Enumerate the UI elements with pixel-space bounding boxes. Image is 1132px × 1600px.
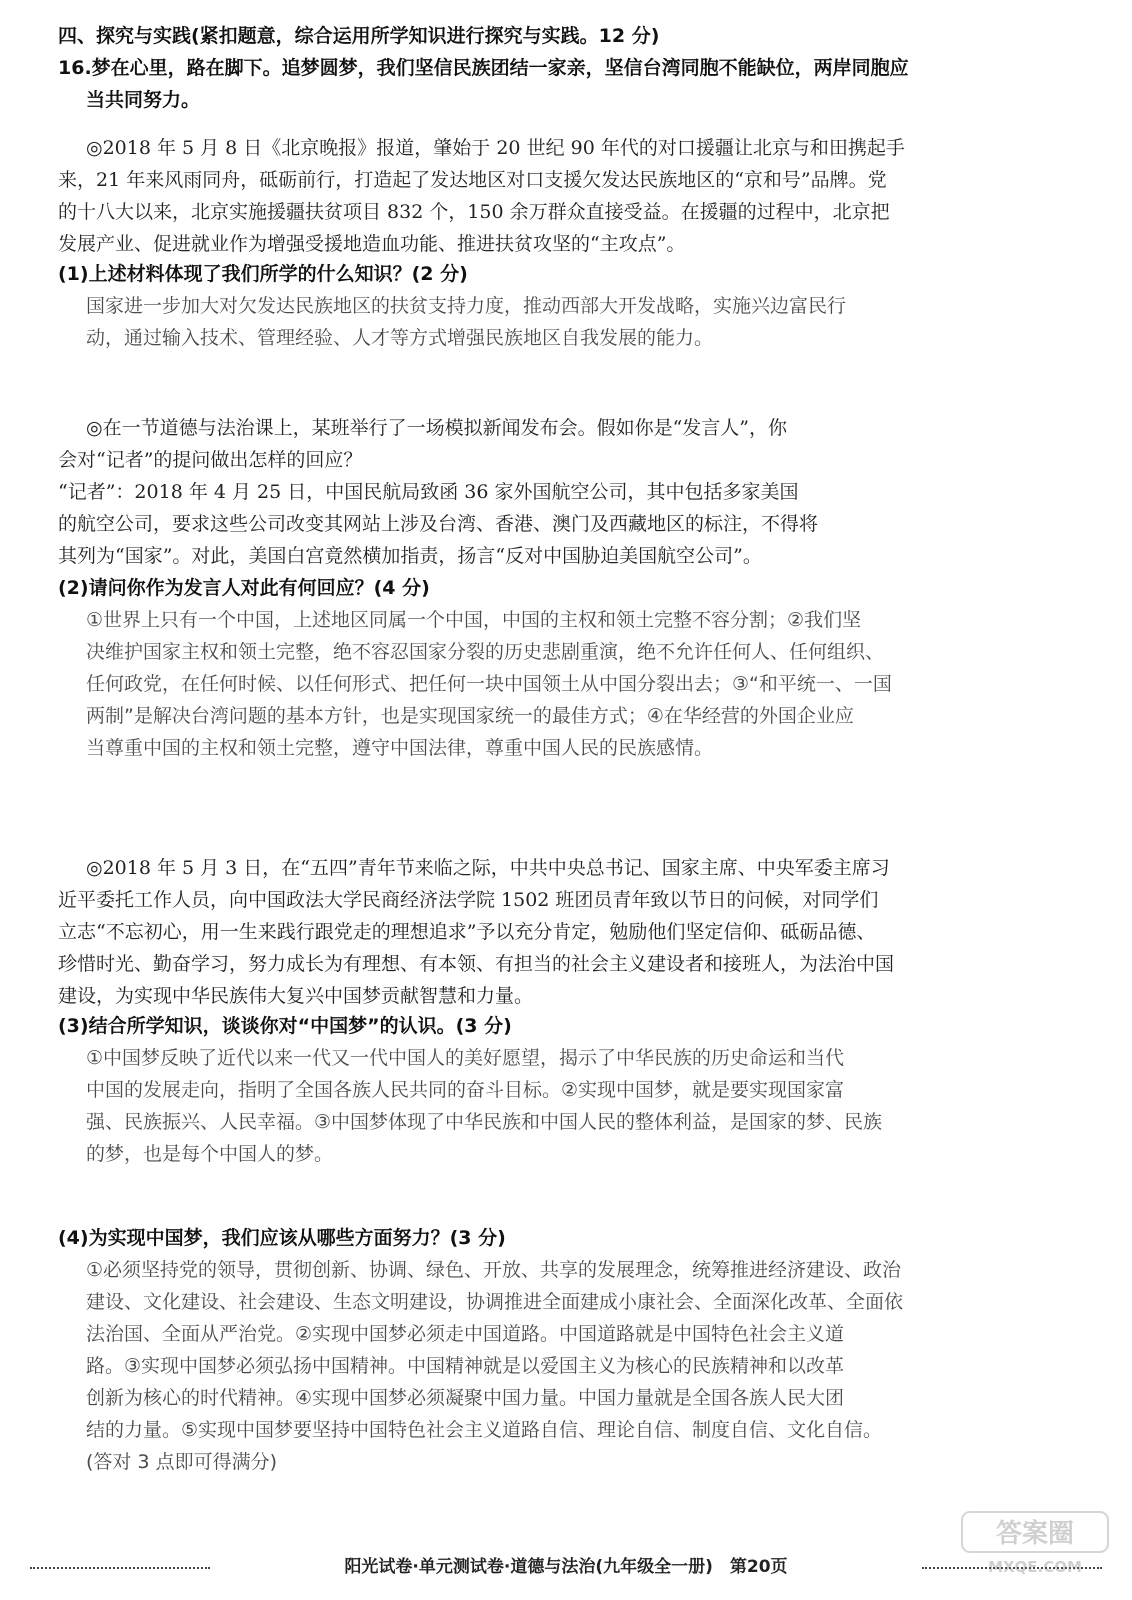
material-3-line: 珍惜时光、勤奋学习，努力成长为有理想、有本领、有担当的社会主义建设者和接班人，为法治中国 xyxy=(58,953,895,975)
material-3-line: 近平委托工作人员，向中国政法大学民商经济法学院 1502 班团员青年致以节日的问候，对同学们 xyxy=(58,889,879,911)
question-3: (3)结合所学知识，谈谈你对“中国梦”的认识。(3 分) xyxy=(58,1015,512,1037)
answer-3-line: ①中国梦反映了近代以来一代又一代中国人的美好愿望，揭示了中华民族的历史命运和当代 xyxy=(86,1047,845,1069)
material-3-line: ◎2018 年 5 月 3 日，在“五四”青年节来临之际，中共中央总书记、国家主席、中央军委主席习 xyxy=(86,857,890,879)
material-2-line: 的航空公司，要求这些公司改变其网站上涉及台湾、香港、澳门及西藏地区的标注，不得将 xyxy=(58,513,819,535)
answer-2-line: 两制”是解决台湾问题的基本方针，也是实现国家统一的最佳方式；④在华经营的外国企业应 xyxy=(86,705,854,727)
material-1-line: 来，21 年来风雨同舟，砥砺前行，打造起了发达地区对口支援欠发达民族地区的“京和号”品牌。党 xyxy=(58,169,887,191)
watermark-logo xyxy=(960,1510,1110,1578)
answer-2-line: ①世界上只有一个中国，上述地区同属一个中国，中国的主权和领土完整不容分割；②我们坚 xyxy=(86,609,862,631)
material-3-line: 立志“不忘初心，用一生来践行跟党走的理想追求”予以充分肯定，勉励他们坚定信仰、砥砺品德、 xyxy=(58,921,876,943)
answer-2-line: 任何政党，在任何时候、以任何形式、把任何一块中国领土从中国分裂出去；③“和平统一、一国 xyxy=(86,673,892,695)
answer-4-line: 建设、文化建设、社会建设、生态文明建设，协调推进全面建成小康社会、全面深化改革、全面依 xyxy=(86,1291,904,1313)
material-2-line: “记者”：2018 年 4 月 25 日，中国民航局致函 36 家外国航空公司，其中包括多家美国 xyxy=(58,481,799,503)
answer-4-line: 路。③实现中国梦必须弘扬中国精神。中国精神就是以爱国主义为核心的民族精神和以改革 xyxy=(86,1355,845,1377)
material-1-line: 的十八大以来，北京实施援疆扶贫项目 832 个，150 余万群众直接受益。在援疆的过程中，北京把 xyxy=(58,201,890,223)
answer-4-line: 结的力量。⑤实现中国梦要坚持中国特色社会主义道路自信、理论自信、制度自信、文化自信。 xyxy=(86,1419,883,1441)
page-footer: 阳光试卷·单元测试卷·道德与法治(九年级全一册) 第20页 xyxy=(344,1557,788,1577)
answer-1-line: 动，通过输入技术、管理经验、人才等方式增强民族地区自我发展的能力。 xyxy=(86,327,714,349)
section-title: 四、探究与实践(紧扣题意，综合运用所学知识进行探究与实践。12 分) xyxy=(58,25,660,47)
material-1-line: 发展产业、促进就业作为增强受援地造血功能、推进扶贫攻坚的“主攻点”。 xyxy=(58,233,686,255)
material-2-line: ◎在一节道德与法治课上，某班举行了一场模拟新闻发布会。假如你是“发言人”，你 xyxy=(86,417,788,439)
answer-3-line: 的梦，也是每个中国人的梦。 xyxy=(86,1143,334,1165)
material-1-line: ◎2018 年 5 月 8 日《北京晚报》报道，肇始于 20 世纪 90 年代的对口援疆让北京与和田携起手 xyxy=(86,137,905,159)
question-16-stem-line: 当共同努力。 xyxy=(86,89,201,111)
answer-3-line: 中国的发展走向，指明了全国各族人民共同的奋斗目标。②实现中国梦，就是要实现国家富 xyxy=(86,1079,845,1101)
answer-4-line: 法治国、全面从严治党。②实现中国梦必须走中国道路。中国道路就是中国特色社会主义道 xyxy=(86,1323,845,1345)
answer-1-line: 国家进一步加大对欠发达民族地区的扶贫支持力度，推动西部大开发战略，实施兴边富民行 xyxy=(86,295,847,317)
answer-4-note: (答对 3 点即可得满分) xyxy=(86,1451,277,1473)
question-1: (1)上述材料体现了我们所学的什么知识？(2 分) xyxy=(58,263,468,285)
watermark-logo-text: 答案圈 xyxy=(995,1519,1075,1549)
answer-2-line: 当尊重中国的主权和领土完整，遵守中国法律，尊重中国人民的民族感情。 xyxy=(86,737,714,759)
answer-3-line: 强、民族振兴、人民幸福。③中国梦体现了中华民族和中国人民的整体利益，是国家的梦、民族 xyxy=(86,1111,883,1133)
material-3-line: 建设，为实现中华民族伟大复兴中国梦贡献智慧和力量。 xyxy=(58,985,534,1007)
question-16-stem-line: 16.梦在心里，路在脚下。追梦圆梦，我们坚信民族团结一家亲，坚信台湾同胞不能缺位，两岸同胞应 xyxy=(58,57,909,79)
material-2-line: 其列为“国家”。对此，美国白宫竟然横加指责，扬言“反对中国胁迫美国航空公司”。 xyxy=(58,545,762,567)
watermark-url: MXQE.COM xyxy=(988,1558,1082,1576)
question-2: (2)请问你作为发言人对此有何回应？(4 分) xyxy=(58,577,430,599)
answer-4-line: 创新为核心的时代精神。④实现中国梦必须凝聚中国力量。中国力量就是全国各族人民大团 xyxy=(86,1387,845,1409)
material-2-line: 会对“记者”的提问做出怎样的回应？ xyxy=(58,449,363,471)
answer-4-line: ①必须坚持党的领导，贯彻创新、协调、绿色、开放、共享的发展理念，统筹推进经济建设、政治 xyxy=(86,1259,902,1281)
question-4: (4)为实现中国梦，我们应该从哪些方面努力？(3 分) xyxy=(58,1227,506,1249)
answer-2-line: 决维护国家主权和领土完整，绝不容忍国家分裂的历史悲剧重演，绝不允许任何人、任何组织、 xyxy=(86,641,885,663)
